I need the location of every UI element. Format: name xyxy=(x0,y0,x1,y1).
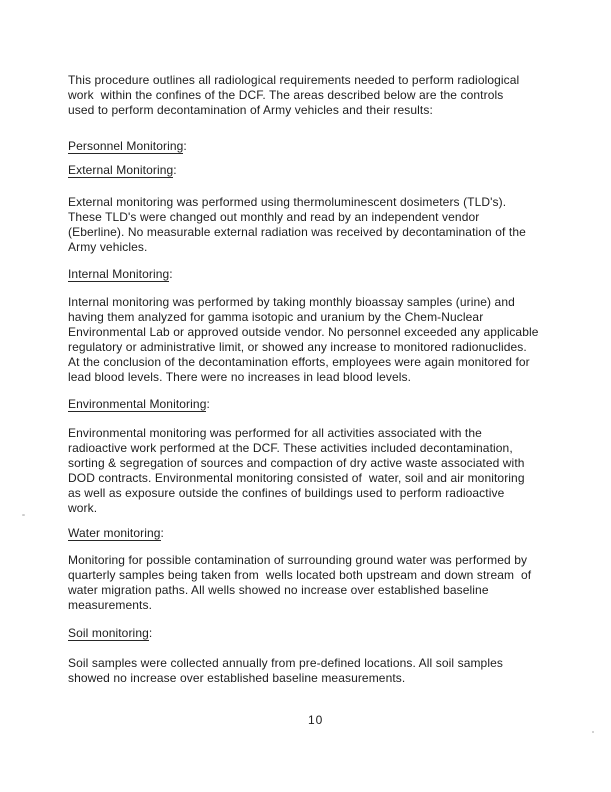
paragraph-external-monitoring: External monitoring was performed using thermoluminescent dosimeters (TLD's). These TLD's were changed out monthly and read by an independent vendor (Eberline). No measurable external radiation was received by decontamination of the Army vehicles. xyxy=(68,195,526,254)
section-heading-water-monitoring xyxy=(68,526,556,541)
heading-colon: : xyxy=(169,267,173,281)
heading-colon: : xyxy=(148,626,153,640)
heading-colon: : xyxy=(160,526,164,540)
section-heading-external-monitoring xyxy=(68,163,556,178)
heading-text: Water monitoring xyxy=(68,526,161,540)
heading-text: Personnel Monitoring xyxy=(68,139,184,153)
heading-colon: : xyxy=(173,163,177,177)
intro-paragraph: This procedure outlines all radiological requirements needed to perform radiological work within the confines of the DCF. The areas described below are the controls used to perform decontamination of Army vehicles and their results: xyxy=(68,73,520,117)
paragraph-soil-monitoring: Soil samples were collected annually from pre-defined locations. All soil samples showed no increase over established baseline measurements. xyxy=(68,656,503,685)
section-heading-personnel-monitoring xyxy=(68,139,556,154)
paragraph-water-monitoring: Monitoring for possible contamination of surrounding ground water was performed by quarterly samples being taken from wells located both upstream and down stream of water migration paths. All wells showed no increase over established baseline measurements. xyxy=(68,553,532,612)
section-heading-soil-monitoring xyxy=(68,626,556,641)
scan-artifact-dot xyxy=(592,731,594,733)
paragraph-internal-monitoring: Internal monitoring was performed by taking monthly bioassay samples (urine) and having them analyzed for gamma isotopic and uranium by the Chem-Nuclear Environmental Lab or approved outside vendor. No personnel exceeded any applicable regulatory or administrative limit, or showed any increase to monitored radionuclides. At the conclusion of the decontamination efforts, employees were again monitored for lead blood levels. There were no increases in lead blood levels. xyxy=(68,295,539,384)
heading-text: Internal Monitoring xyxy=(68,267,170,281)
heading-text: Environmental Monitoring xyxy=(68,397,207,411)
heading-text: External Monitoring xyxy=(68,163,174,177)
section-heading-internal-monitoring xyxy=(68,267,556,282)
heading-colon: : xyxy=(206,397,210,411)
paragraph-environmental-monitoring: Environmental monitoring was performed for all activities associated with the radioactive work performed at the DCF. These activities included decontamination, sorting & segregation of sources and compaction of dry active waste associated with DOD contracts. Environmental monitoring consisted of water, soil and air monitoring as well as exposure outside the confines of buildings used to perform radioactive work. xyxy=(68,426,525,515)
heading-text: Soil monitoring xyxy=(68,626,149,640)
page-number: 10 xyxy=(308,713,324,727)
heading-colon: : xyxy=(183,139,187,153)
section-heading-environmental-monitoring xyxy=(68,397,556,412)
scan-artifact-dot xyxy=(22,514,25,516)
